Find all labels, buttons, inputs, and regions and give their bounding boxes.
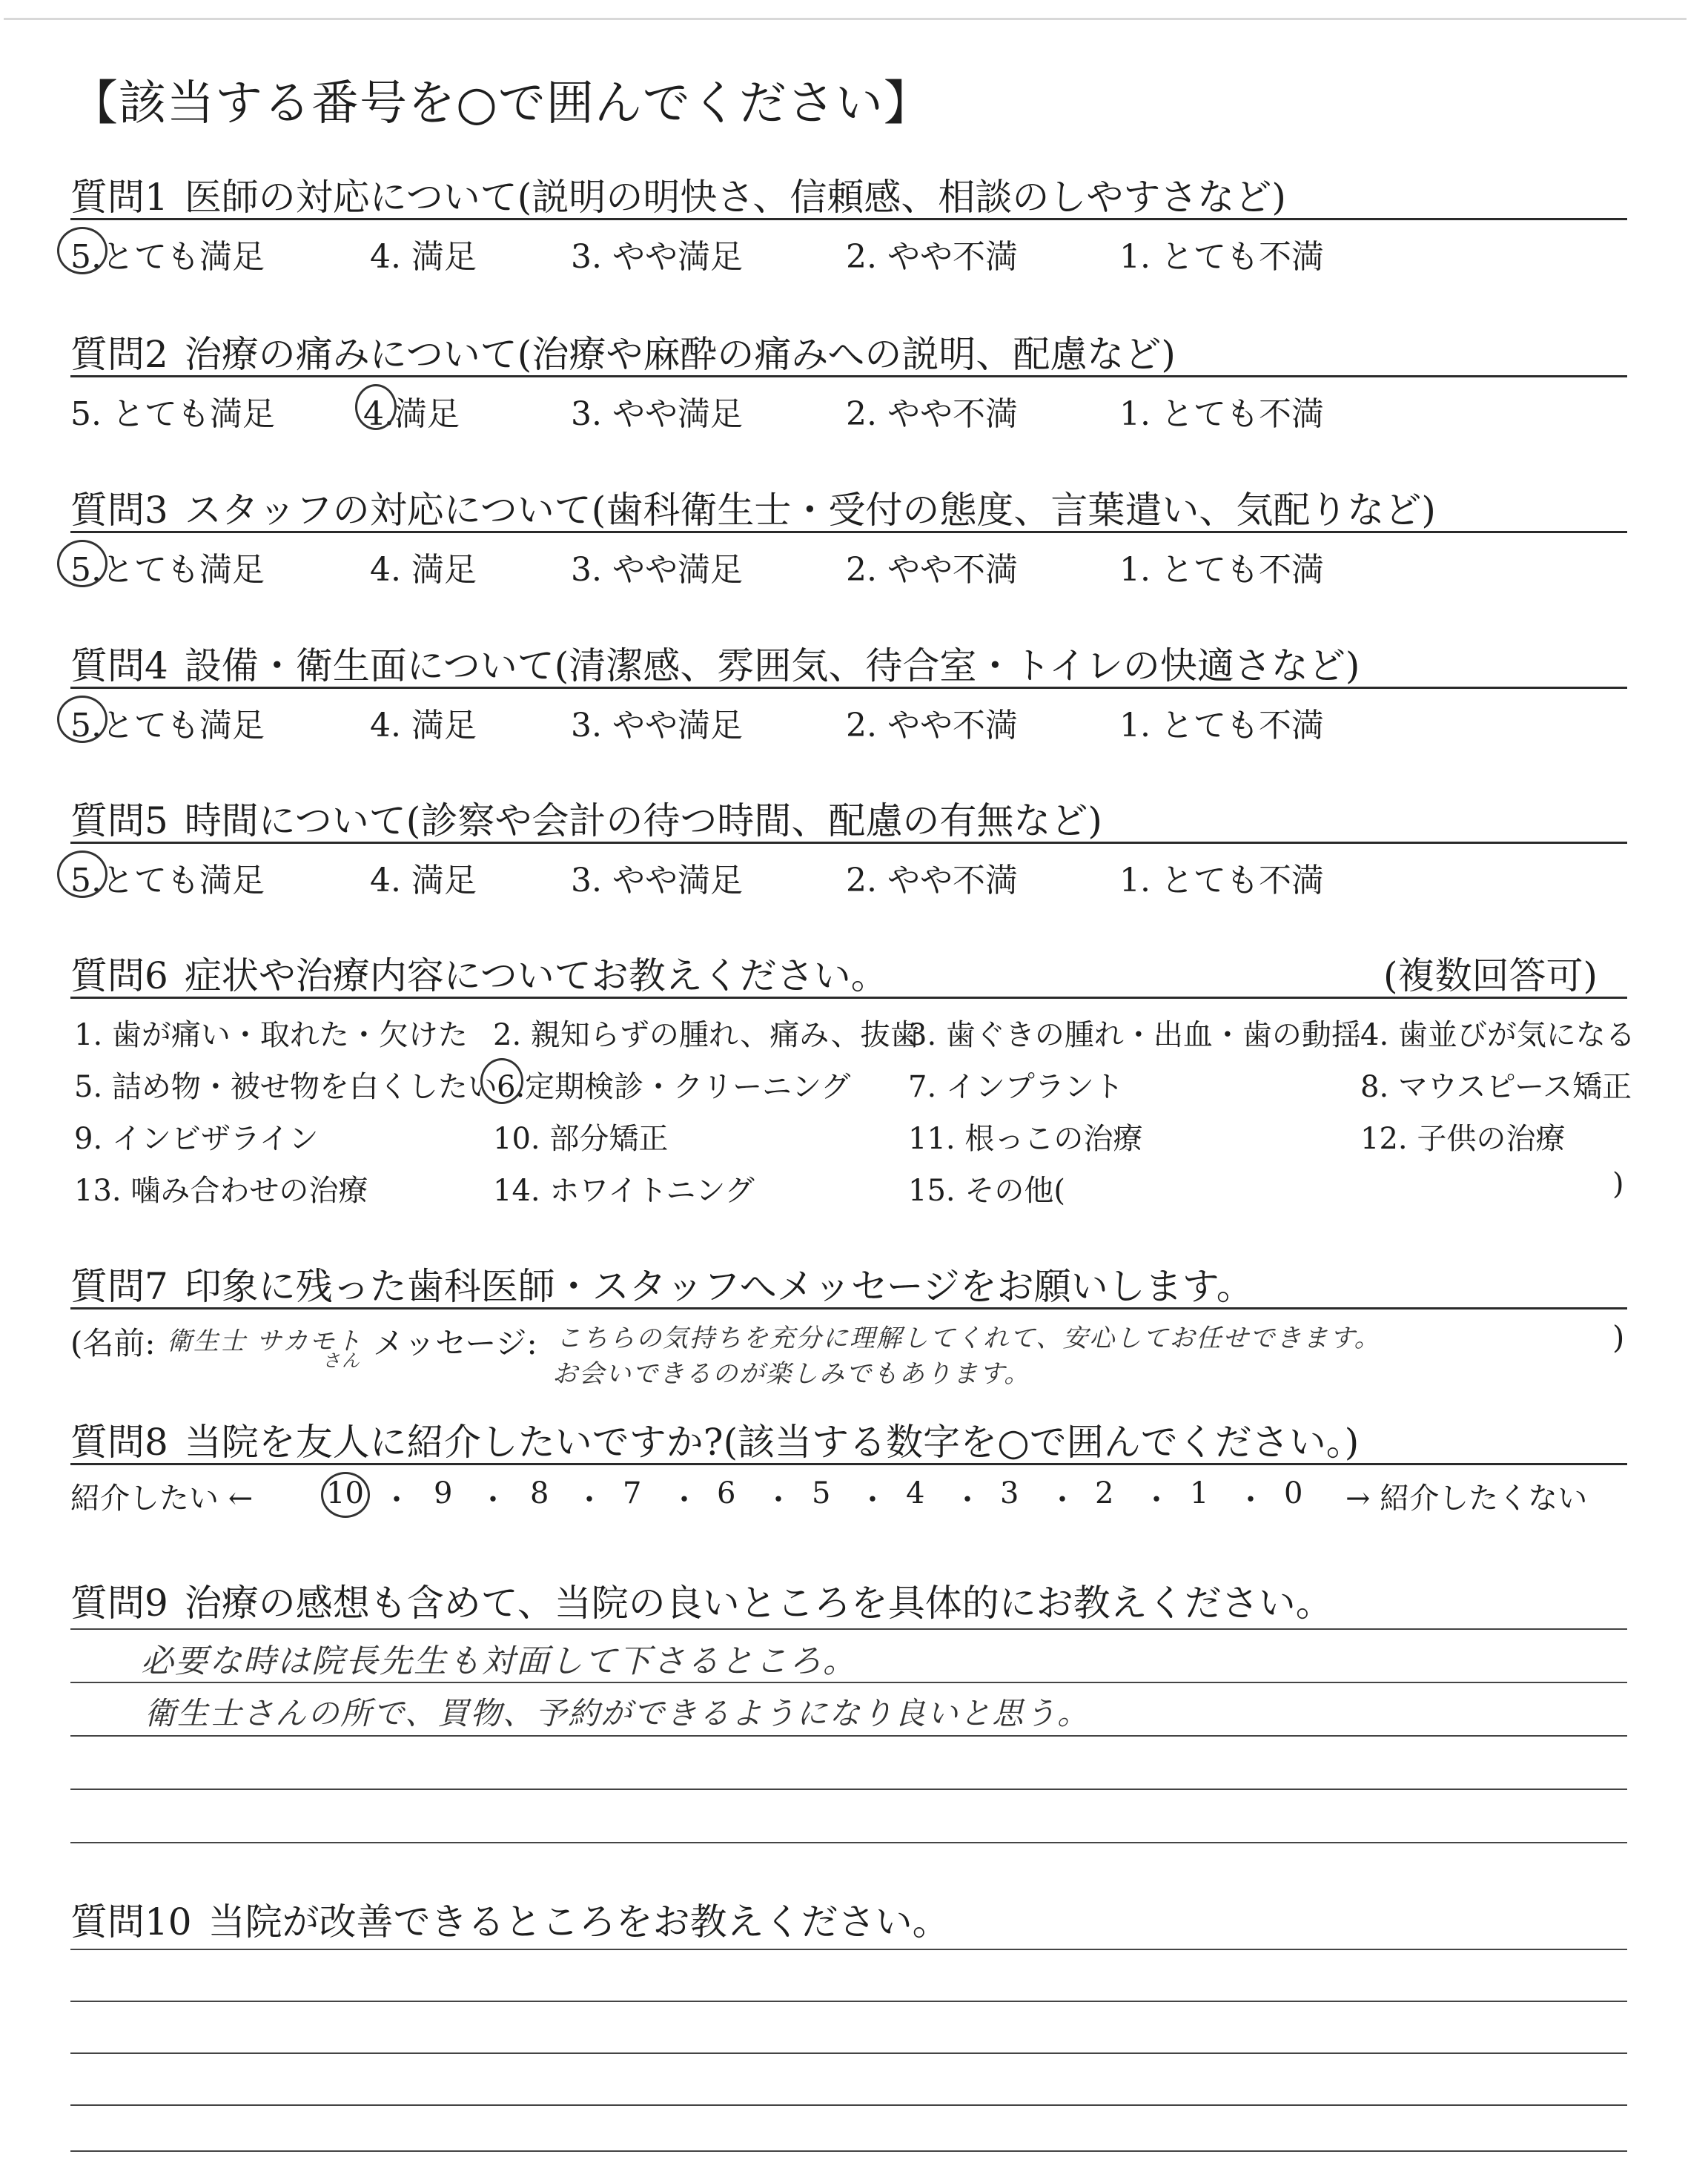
- scale-dot: ・: [858, 1483, 887, 1517]
- scale-dot: ・: [1142, 1483, 1171, 1517]
- staff-name-handwritten: 衛生士 サカモト: [167, 1327, 363, 1356]
- q10-answer-line: [70, 2001, 1627, 2002]
- q1-option-5[interactable]: 5.とても満足: [70, 238, 265, 276]
- question-5-rule: [70, 842, 1627, 844]
- q6-item-15-close: ): [1612, 1167, 1624, 1201]
- q4-option-1[interactable]: 1. とても不満: [1119, 707, 1324, 744]
- staff-name-suffix-handwritten: さん: [322, 1350, 361, 1371]
- q6-item-4[interactable]: 4. 歯並びが気になる: [1360, 1018, 1635, 1052]
- q6-item-7[interactable]: 7. インプラント: [908, 1070, 1124, 1104]
- top-border: [4, 18, 1687, 20]
- q6-item-13[interactable]: 13. 噛み合わせの治療: [74, 1174, 368, 1208]
- q1-option-2[interactable]: 2. やや不満: [846, 238, 1018, 276]
- q6-item-15[interactable]: 15. その他(: [908, 1174, 1065, 1208]
- q5-option-2[interactable]: 2. やや不満: [846, 862, 1018, 899]
- q6-item-14[interactable]: 14. ホワイトニング: [493, 1174, 755, 1208]
- q10-answer-line: [70, 1949, 1627, 1950]
- q6-item-2[interactable]: 2. 親知らずの腫れ、痛み、抜歯: [493, 1018, 920, 1052]
- scale-dot: ・: [575, 1483, 604, 1517]
- scale-dot: ・: [1236, 1483, 1265, 1517]
- page-heading: 【該当する番号を○で囲んでください】: [70, 76, 932, 131]
- scale-0[interactable]: 0: [1284, 1476, 1303, 1510]
- q6-item-5[interactable]: 5. 詰め物・被せ物を白くしたい: [74, 1070, 497, 1104]
- question-8-rule: [70, 1463, 1627, 1465]
- q6-item-3[interactable]: 3. 歯ぐきの腫れ・出血・歯の動揺: [908, 1018, 1361, 1052]
- q3-option-3[interactable]: 3. やや満足: [571, 551, 743, 589]
- recommend-left-label: 紹介したい ←: [70, 1482, 254, 1516]
- q9-answer-line: [70, 1682, 1627, 1683]
- question-10-title: 質問10 当院が改善できるところをお教えください。: [70, 1900, 950, 1943]
- name-label: (名前:: [70, 1325, 156, 1361]
- q3-option-2[interactable]: 2. やや不満: [846, 551, 1018, 589]
- q5-option-5[interactable]: 5.とても満足: [70, 862, 265, 899]
- scale-dot: ・: [669, 1483, 699, 1517]
- q6-item-10[interactable]: 10. 部分矯正: [493, 1122, 669, 1156]
- question-8-title: 質問8 当院を友人に紹介したいですか?(該当する数字を○で囲んでください。): [70, 1421, 1360, 1464]
- scale-6[interactable]: 6: [717, 1476, 736, 1510]
- question-4-rule: [70, 687, 1627, 689]
- q2-option-1[interactable]: 1. とても不満: [1119, 395, 1324, 433]
- q4-option-5[interactable]: 5.とても満足: [70, 707, 265, 744]
- q2-option-4[interactable]: 4.満足: [363, 395, 460, 433]
- q10-answer-line: [70, 2052, 1627, 2054]
- scale-1[interactable]: 1: [1190, 1476, 1209, 1510]
- question-1-rule: [70, 218, 1627, 220]
- q1-option-1[interactable]: 1. とても不満: [1119, 238, 1324, 276]
- question-7-rule: [70, 1307, 1627, 1309]
- scale-5[interactable]: 5: [812, 1476, 831, 1510]
- q6-item-9[interactable]: 9. インビザライン: [74, 1122, 319, 1156]
- message-handwritten-line-1: こちらの気持ちを充分に理解してくれて、安心してお任せできます。: [556, 1324, 1381, 1353]
- question-5-title: 質問5 時間について(診察や会計の待つ時間、配慮の有無など): [70, 799, 1102, 842]
- q3-selected-circle: [57, 540, 107, 587]
- q6-item-8[interactable]: 8. マウスピース矯正: [1360, 1070, 1632, 1104]
- q2-selected-circle: [355, 384, 397, 430]
- question-6-title: 質問6 症状や治療内容についてお教えください。: [70, 954, 888, 997]
- q6-item-11[interactable]: 11. 根っこの治療: [908, 1122, 1143, 1156]
- scale-dot: ・: [953, 1483, 982, 1517]
- question-1-title: 質問1 医師の対応について(説明の明快さ、信頼感、相談のしやすさなど): [70, 176, 1286, 219]
- scale-9[interactable]: 9: [434, 1476, 453, 1510]
- question-2-rule: [70, 375, 1627, 377]
- scale-10[interactable]: 10: [326, 1476, 364, 1510]
- scale-8[interactable]: 8: [530, 1476, 549, 1510]
- q4-selected-circle: [57, 696, 107, 743]
- scale-dot: ・: [478, 1483, 508, 1517]
- q10-answer-line: [70, 2150, 1627, 2152]
- q3-option-4[interactable]: 4. 満足: [370, 551, 477, 589]
- scale-dot: ・: [382, 1483, 411, 1517]
- q5-option-4[interactable]: 4. 満足: [370, 862, 477, 899]
- q2-option-5[interactable]: 5. とても満足: [70, 395, 275, 433]
- q5-option-1[interactable]: 1. とても不満: [1119, 862, 1324, 899]
- q3-option-1[interactable]: 1. とても不満: [1119, 551, 1324, 589]
- question-2-title: 質問2 治療の痛みについて(治療や麻酔の痛みへの説明、配慮など): [70, 333, 1176, 376]
- question-4-title: 質問4 設備・衛生面について(清潔感、雰囲気、待合室・トイレの快適さなど): [70, 644, 1360, 687]
- q1-selected-circle: [57, 227, 107, 274]
- q1-option-3[interactable]: 3. やや満足: [571, 238, 743, 276]
- question-3-rule: [70, 531, 1627, 533]
- message-handwritten-line-2: お会いできるのが楽しみでもあります。: [552, 1359, 1031, 1389]
- q9-answer-line: [70, 1842, 1627, 1843]
- q1-option-4[interactable]: 4. 満足: [370, 238, 477, 276]
- q6-item-12[interactable]: 12. 子供の治療: [1360, 1122, 1566, 1156]
- question-7-title: 質問7 印象に残った歯科医師・スタッフへメッセージをお願いします。: [70, 1265, 1254, 1308]
- q9-answer-line: [70, 1628, 1627, 1630]
- message-label: メッセージ:: [373, 1325, 537, 1361]
- scale-7[interactable]: 7: [623, 1476, 642, 1510]
- q3-option-5[interactable]: 5.とても満足: [70, 551, 265, 589]
- q5-selected-circle: [57, 851, 107, 898]
- q5-option-3[interactable]: 3. やや満足: [571, 862, 743, 899]
- scale-dot: ・: [764, 1483, 793, 1517]
- scale-2[interactable]: 2: [1095, 1476, 1114, 1510]
- q4-option-4[interactable]: 4. 満足: [370, 707, 477, 744]
- scale-dot: ・: [1047, 1483, 1077, 1517]
- q6-item-6[interactable]: 6.定期検診・クリーニング: [497, 1070, 851, 1104]
- q4-option-2[interactable]: 2. やや不満: [846, 707, 1018, 744]
- q10-answer-line: [70, 2104, 1627, 2106]
- scale-4[interactable]: 4: [906, 1476, 925, 1510]
- q6-item-1[interactable]: 1. 歯が痛い・取れた・欠けた: [74, 1018, 468, 1052]
- question-6-rule: [70, 997, 1627, 999]
- question-9-title: 質問9 治療の感想も含めて、当院の良いところを具体的にお教えください。: [70, 1582, 1333, 1625]
- q9-handwritten-line-1: 必要な時は院長先生も対面して下さるところ。: [141, 1642, 857, 1680]
- q2-option-3[interactable]: 3. やや満足: [571, 395, 743, 433]
- q2-option-2[interactable]: 2. やや不満: [846, 395, 1018, 433]
- q6-selected-circle: [480, 1058, 523, 1104]
- q4-option-3[interactable]: 3. やや満足: [571, 707, 743, 744]
- multiple-answers-note: (複数回答可): [1383, 954, 1598, 997]
- q9-handwritten-line-2: 衛生士さんの所で、買物、予約ができるようになり良いと思う。: [145, 1695, 1090, 1731]
- recommend-right-label: → 紹介したくない: [1345, 1482, 1588, 1516]
- question-3-title: 質問3 スタッフの対応について(歯科衛生士・受付の態度、言葉遣い、気配りなど): [70, 489, 1436, 532]
- q7-close-paren: ): [1612, 1319, 1625, 1355]
- q9-answer-line: [70, 1789, 1627, 1790]
- q9-answer-line: [70, 1735, 1627, 1737]
- scale-3[interactable]: 3: [1000, 1476, 1019, 1510]
